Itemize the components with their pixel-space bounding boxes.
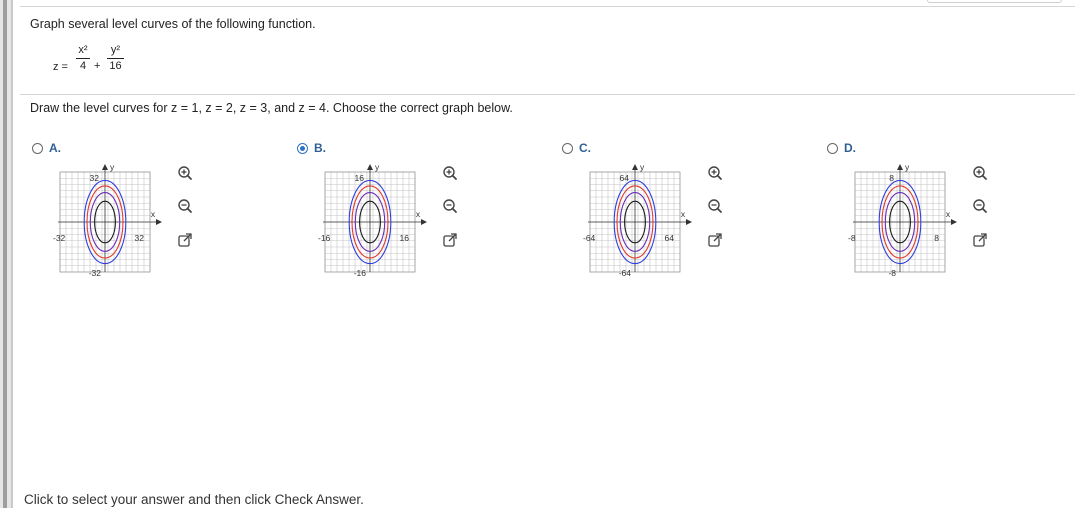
radio-button-a[interactable]: [32, 143, 43, 154]
x-min-tick-label: -32: [53, 233, 66, 243]
x-axis-arrow: [951, 219, 957, 225]
x-axis-label: x: [945, 209, 951, 219]
open-external-icon[interactable]: [176, 231, 194, 249]
fraction-bar: [76, 58, 90, 59]
y-axis-label: y: [640, 162, 645, 172]
formula-term2-numerator: y²: [110, 44, 121, 56]
option-b-label: B.: [314, 141, 326, 155]
open-external-icon[interactable]: [971, 231, 989, 249]
top-divider: [20, 6, 1075, 7]
open-external-icon[interactable]: [441, 231, 459, 249]
x-max-tick-label: 8: [934, 233, 939, 243]
zoom-in-icon[interactable]: [176, 164, 194, 182]
formula-lhs: z =: [53, 61, 68, 73]
zoom-out-icon[interactable]: [176, 197, 194, 215]
option-a-label: A.: [49, 141, 61, 155]
question-instruction: Graph several level curves of the following function.: [30, 17, 316, 31]
y-axis-arrow: [102, 164, 108, 170]
y-max-tick-label: 16: [354, 173, 364, 183]
y-axis-label: y: [110, 162, 115, 172]
radio-button-d[interactable]: [827, 143, 838, 154]
x-axis-label: x: [680, 209, 686, 219]
formula-term2-denominator: 16: [109, 60, 122, 72]
option-d[interactable]: [827, 141, 856, 155]
x-min-tick-label: -8: [848, 233, 856, 243]
graph-option-a[interactable]: [40, 162, 170, 282]
x-max-tick-label: 64: [664, 233, 674, 243]
graph-option-d[interactable]: [835, 162, 965, 282]
option-d-label: D.: [844, 141, 856, 155]
graph-option-b[interactable]: [305, 162, 435, 282]
x-axis-label: x: [150, 209, 156, 219]
y-max-tick-label: 8: [889, 173, 894, 183]
footer-hint: Click to select your answer and then click Check Answer.: [24, 492, 364, 507]
y-max-tick-label: 32: [89, 173, 99, 183]
y-axis-label: y: [375, 162, 380, 172]
y-min-tick-label: -32: [88, 268, 101, 278]
function-formula: [30, 42, 150, 86]
fraction-bar: [107, 58, 124, 59]
x-min-tick-label: -64: [583, 233, 596, 243]
x-axis-arrow: [686, 219, 692, 225]
x-axis-arrow: [421, 219, 427, 225]
left-rail: [0, 0, 13, 508]
y-min-tick-label: -64: [618, 268, 631, 278]
question-prompt: Draw the level curves for z = 1, z = 2, z = 3, and z = 4. Choose the correct graph below.: [30, 101, 513, 115]
formula-plus: +: [94, 60, 101, 72]
zoom-out-icon[interactable]: [706, 197, 724, 215]
zoom-in-icon[interactable]: [706, 164, 724, 182]
formula-term1-numerator: x²: [78, 44, 88, 56]
y-axis-label: y: [905, 162, 910, 172]
y-max-tick-label: 64: [619, 173, 629, 183]
zoom-out-icon[interactable]: [441, 197, 459, 215]
y-min-tick-label: -8: [888, 268, 896, 278]
graph-option-c[interactable]: [570, 162, 700, 282]
radio-button-c[interactable]: [562, 143, 573, 154]
x-max-tick-label: 32: [134, 233, 144, 243]
zoom-out-icon[interactable]: [971, 197, 989, 215]
open-external-icon[interactable]: [706, 231, 724, 249]
x-axis-label: x: [415, 209, 421, 219]
formula-fraction-1: [76, 44, 90, 73]
x-axis-arrow: [156, 219, 162, 225]
formula-term1-denominator: 4: [79, 60, 87, 72]
left-rail-bar: [3, 0, 7, 508]
x-min-tick-label: -16: [318, 233, 331, 243]
section-divider: [20, 94, 1075, 95]
option-c-label: C.: [579, 141, 591, 155]
radio-button-b[interactable]: [297, 143, 308, 154]
zoom-in-icon[interactable]: [971, 164, 989, 182]
option-a[interactable]: [32, 141, 61, 155]
x-max-tick-label: 16: [399, 233, 409, 243]
zoom-in-icon[interactable]: [441, 164, 459, 182]
y-axis-arrow: [367, 164, 373, 170]
option-b[interactable]: [297, 141, 326, 155]
top-tab: [927, 0, 1062, 3]
y-axis-arrow: [897, 164, 903, 170]
y-axis-arrow: [632, 164, 638, 170]
y-min-tick-label: -16: [353, 268, 366, 278]
option-c[interactable]: [562, 141, 591, 155]
formula-fraction-2: [107, 44, 124, 73]
